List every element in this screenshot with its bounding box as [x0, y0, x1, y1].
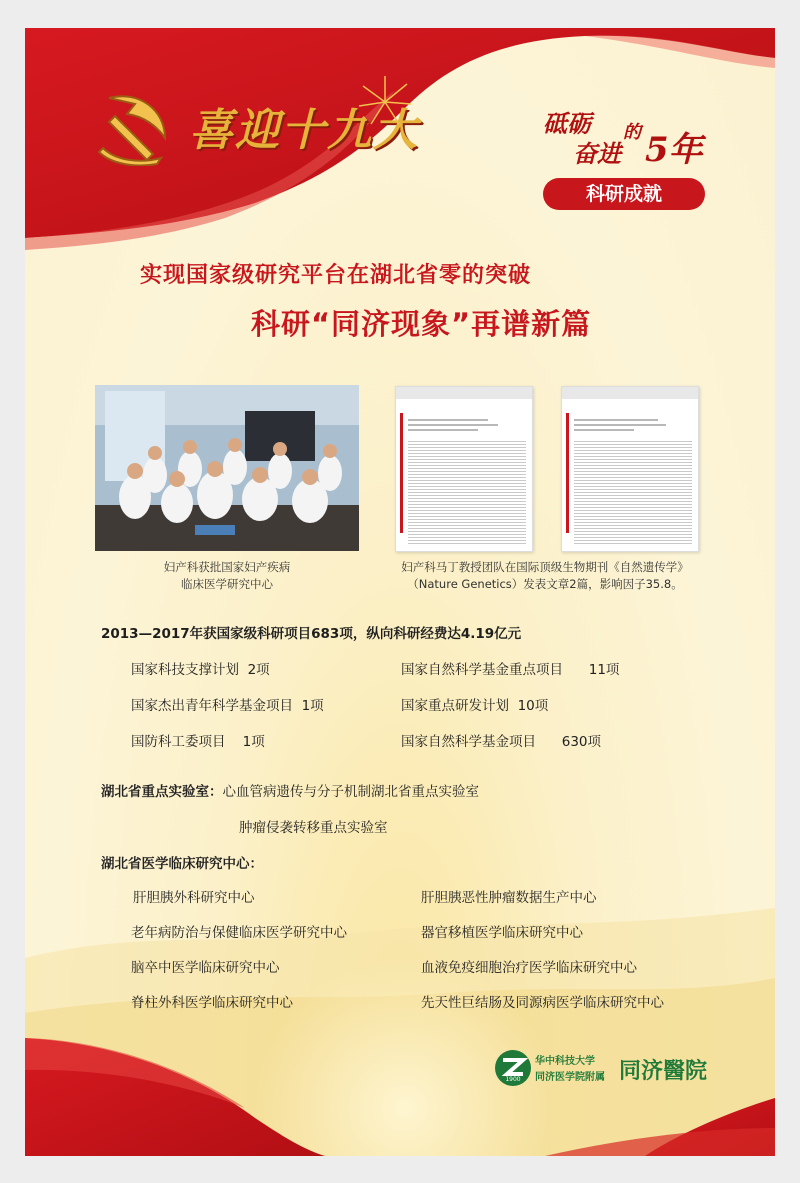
caption-right-line2: （Nature Genetics）发表文章2篇，影响因子35.8。 — [407, 577, 683, 591]
funding-title: 2013—2017年获国家级科研项目683项，纵向科研经费达4.19亿元 — [101, 626, 522, 642]
main-title: 喜迎十九大 — [189, 105, 419, 156]
logo-year: 1900 — [505, 1076, 521, 1083]
funding-item: 国家自然科学基金重点项目 11项 — [401, 662, 620, 678]
funding-item: 国家杰出青年科学基金项目 1项 — [131, 698, 324, 714]
clinical-center-item: 先天性巨结肠及同源病医学临床研究中心 — [421, 995, 664, 1011]
tagline-part2: 奋进 — [573, 139, 621, 168]
logo-university: 华中科技大学 — [535, 1056, 595, 1067]
caption-right-line1: 妇产科马丁教授团队在国际顶级生物期刊《自然遗传学》 — [401, 560, 689, 574]
clinical-center-item: 脊柱外科医学临床研究中心 — [131, 995, 293, 1011]
tagline-of: 的 — [623, 122, 641, 143]
poster — [25, 28, 775, 1156]
clinical-centers-label: 湖北省医学临床研究中心： — [101, 856, 263, 872]
tagline-part1: 砥砺 — [543, 109, 591, 138]
funding-item: 国家重点研发计划 10项 — [401, 698, 549, 714]
funding-item: 国家科技支撑计划 2项 — [131, 662, 270, 678]
journal-paper-1 — [395, 386, 533, 552]
caption-left — [135, 559, 319, 593]
team-photo — [95, 385, 359, 551]
tagline-years: 5年 — [645, 130, 703, 170]
logo-college: 同济医学院附属 — [535, 1072, 605, 1083]
fireworks-icon — [355, 72, 415, 132]
funding-item: 国防科工委项目 1项 — [131, 734, 265, 750]
party-emblem-icon — [95, 88, 175, 166]
logo-hospital-name: 同济醫院 — [619, 1058, 708, 1084]
achievement-badge: 科研成就 — [543, 178, 705, 210]
headline-line2: 科研“同济现象”再谱新篇 — [251, 307, 592, 341]
key-labs-row — [101, 780, 479, 800]
hospital-emblem-icon — [495, 1050, 531, 1086]
clinical-center-item: 肝胆胰外科研究中心 — [133, 890, 255, 906]
key-labs-label: 湖北省重点实验室： — [101, 784, 223, 800]
clinical-center-item: 血液免疫细胞治疗医学临床研究中心 — [421, 960, 637, 976]
caption-left-line2: 临床医学研究中心 — [181, 577, 273, 591]
key-lab-1: 心血管病遗传与分子机制湖北省重点实验室 — [222, 784, 479, 800]
journal-paper-2 — [561, 386, 699, 552]
headline-line1: 实现国家级研究平台在湖北省零的突破 — [140, 263, 532, 288]
clinical-center-item: 老年病防治与保健临床医学研究中心 — [131, 925, 347, 941]
hospital-logo — [495, 1050, 745, 1090]
clinical-center-item: 肝胆胰恶性肿瘤数据生产中心 — [421, 890, 597, 906]
key-lab-2: 肿瘤侵袭转移重点实验室 — [239, 820, 388, 836]
caption-right — [385, 559, 705, 593]
clinical-center-item: 脑卒中医学临床研究中心 — [131, 960, 280, 976]
caption-left-line1: 妇产科获批国家妇产疾病 — [163, 560, 291, 574]
funding-item: 国家自然科学基金项目 630项 — [401, 734, 602, 750]
clinical-center-item: 器官移植医学临床研究中心 — [421, 925, 583, 941]
